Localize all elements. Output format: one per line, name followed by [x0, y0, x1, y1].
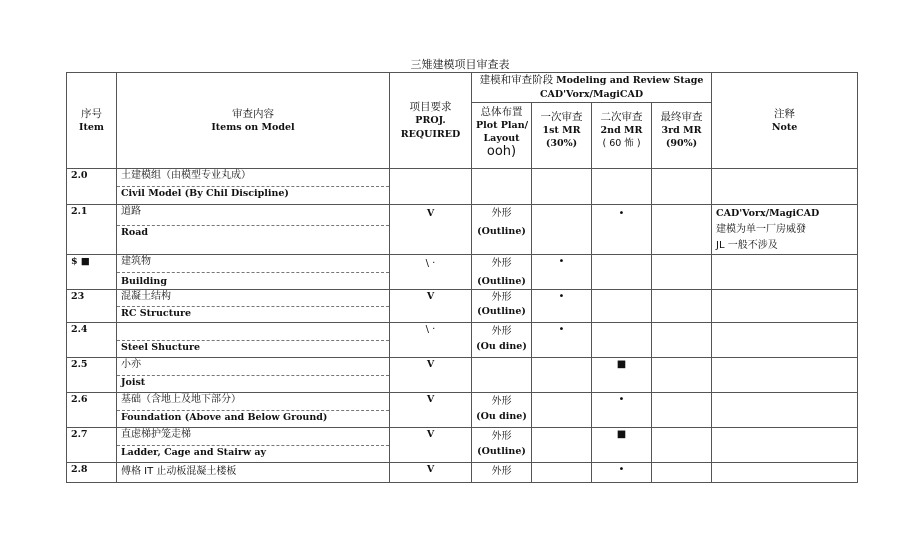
header-mr2: 二次审查 2nd MR ( 60 怖 ) — [592, 103, 652, 169]
mr3-cell — [652, 393, 712, 428]
header-seq: 序号 Item — [67, 73, 117, 169]
review-table — [66, 72, 858, 483]
row-number: 23 — [67, 290, 117, 323]
note-cell — [712, 428, 858, 463]
header-required: 项目要求 PROJ. REQUIRED — [390, 73, 472, 169]
item-zh — [117, 323, 390, 341]
header-plot-plan: 总体布置 Plot Plan/ Layout ooh) — [472, 103, 532, 169]
table-row — [67, 205, 858, 226]
mr2-cell — [592, 255, 652, 290]
plot-plan-cell — [472, 169, 532, 205]
mr3-cell — [652, 255, 712, 290]
plot-plan-cell: 外形 — [472, 463, 532, 483]
row-number: 2.5 — [67, 358, 117, 393]
mr1-cell — [532, 169, 592, 205]
mr2-cell — [592, 169, 652, 205]
note-cell — [712, 169, 858, 205]
mr3-cell — [652, 169, 712, 205]
note-cell — [712, 358, 858, 393]
row-number: $ ■ — [67, 255, 117, 290]
row-number: 2.0 — [67, 169, 117, 205]
item-en: RC Structure — [117, 307, 390, 323]
plot-plan-cell: 外形 (Ou dine) — [472, 393, 532, 428]
item-zh: 混凝土结构 — [117, 290, 390, 307]
plot-plan-cell — [472, 358, 532, 393]
row-number: 2.4 — [67, 323, 117, 358]
document-title: 三雉建模项目审查表 — [410, 58, 510, 71]
item-zh: 土建模组（由模型专业丸成） — [117, 169, 390, 187]
item-zh: 傅格 IT 止动板混凝土楼板 — [117, 463, 390, 483]
item-zh: 基础（含地上及地下部分） — [117, 393, 390, 411]
row-number: 2.8 — [67, 463, 117, 483]
plot-plan-cell: 外形 (Ou dine) — [472, 323, 532, 358]
mr3-cell — [652, 205, 712, 255]
item-en: Joist — [117, 376, 390, 393]
mr3-cell — [652, 290, 712, 323]
mr2-cell: • — [592, 393, 652, 428]
mr1-cell — [532, 393, 592, 428]
table-row — [67, 290, 858, 307]
header-mr1: 一次审查 1st MR (30%) — [532, 103, 592, 169]
plot-plan-cell: 外形 (Outline) — [472, 428, 532, 463]
header-items: 审查内容 Items on Model — [117, 73, 390, 169]
item-en: Building — [117, 273, 390, 290]
mr1-cell — [532, 358, 592, 393]
note-cell — [712, 463, 858, 483]
table-row — [67, 428, 858, 446]
table-row — [67, 255, 858, 273]
mr1-cell: • — [532, 290, 592, 323]
mr2-cell: ■ — [592, 428, 652, 463]
required-mark: V — [390, 290, 472, 323]
mr2-cell: • — [592, 205, 652, 255]
plot-plan-cell: 外形 (Outline) — [472, 290, 532, 323]
required-mark: \ · — [390, 255, 472, 290]
mr2-cell — [592, 290, 652, 323]
table-row — [67, 463, 858, 483]
row-number: 2.7 — [67, 428, 117, 463]
mr2-cell: ■ — [592, 358, 652, 393]
required-mark: \ · — [390, 323, 472, 358]
item-zh: 小亦 — [117, 358, 390, 376]
table-row — [67, 393, 858, 411]
row-number: 2.1 — [67, 205, 117, 255]
note-cell — [712, 290, 858, 323]
header-stage: 建模和审查阶段 Modeling and Review Stage — [472, 73, 712, 89]
table-row — [67, 169, 858, 187]
required-mark: V — [390, 428, 472, 463]
plot-plan-cell: 外形 (Outline) — [472, 205, 532, 255]
note-cell — [712, 255, 858, 290]
mr1-cell: • — [532, 255, 592, 290]
item-zh: 直虑梯护笼走梯 — [117, 428, 390, 446]
mr3-cell — [652, 463, 712, 483]
mr1-cell: • — [532, 323, 592, 358]
note-cell: CAD'Vorx/MagiCAD 建模为单一厂房威發 JL 一般不涉及 — [712, 205, 858, 255]
mr3-cell — [652, 323, 712, 358]
row-number: 2.6 — [67, 393, 117, 428]
mr2-cell — [592, 323, 652, 358]
required-mark: V — [390, 205, 472, 255]
required-mark — [390, 169, 472, 205]
item-en: Foundation (Above and Below Ground) — [117, 411, 390, 428]
item-en: Civil Model (By Chil Discipline) — [117, 187, 390, 205]
header-mr3: 最终审查 3rd MR (90%) — [652, 103, 712, 169]
header-note: 注释 Note — [712, 73, 858, 169]
table-row — [67, 358, 858, 376]
mr1-cell — [532, 463, 592, 483]
mr1-cell — [532, 205, 592, 255]
mr3-cell — [652, 358, 712, 393]
mr1-cell — [532, 428, 592, 463]
note-cell — [712, 393, 858, 428]
table-row — [67, 323, 858, 341]
item-en: Steel Shucture — [117, 341, 390, 358]
header-software: CAD'Vorx/MagiCAD — [472, 88, 712, 103]
item-zh: 道路 — [117, 205, 390, 226]
mr3-cell — [652, 428, 712, 463]
required-mark: V — [390, 393, 472, 428]
required-mark: V — [390, 463, 472, 483]
item-en: Ladder, Cage and Stairw ay — [117, 446, 390, 463]
plot-plan-cell: 外形 (Outline) — [472, 255, 532, 290]
note-cell — [712, 323, 858, 358]
required-mark: V — [390, 358, 472, 393]
item-en: Road — [117, 226, 390, 255]
mr2-cell: • — [592, 463, 652, 483]
item-zh: 建筑物 — [117, 255, 390, 273]
